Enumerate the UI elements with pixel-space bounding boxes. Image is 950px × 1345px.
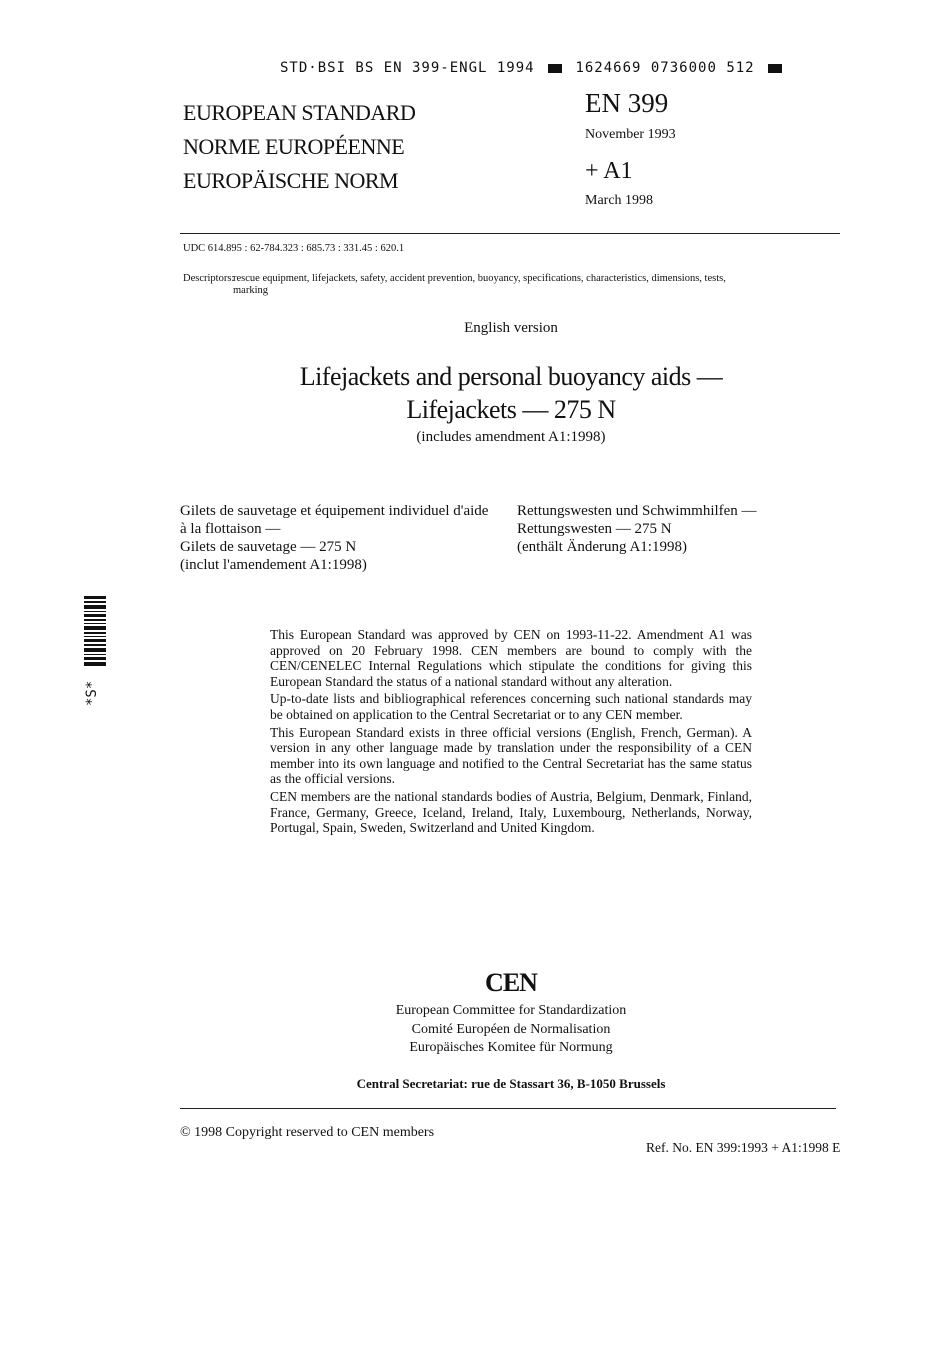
standard-names	[183, 96, 415, 198]
amendment-date: March 1998	[585, 193, 654, 208]
standard-name-de: EUROPÄISCHE NORM	[183, 168, 399, 193]
header-code-part1: STD·BSI BS EN 399-ENGL 1994	[280, 60, 535, 76]
versions-paragraph: This European Standard exists in three official versions (English, French, German). A version in any other language made by translation under the responsibility of a CEN member into its own language and notified to the Central Secretariat has the same status as the official versions.	[270, 724, 752, 787]
block-mark	[768, 64, 782, 73]
french-line4: (inclut l'amendement A1:1998)	[180, 557, 367, 573]
references-paragraph: Up-to-date lists and bibliographical references concerning such national standards may be obtained on application to the Central Secretariat or to any CEN member.	[270, 691, 752, 722]
reference-number: Ref. No. EN 399:1993 + A1:1998 E	[646, 1140, 841, 1155]
title-line1: Lifejackets and personal buoyancy aids —	[299, 362, 723, 391]
french-title	[180, 502, 510, 574]
includes-amendment: (includes amendment A1:1998)	[416, 429, 606, 445]
descriptors-label: Descriptors:	[183, 273, 235, 284]
german-title	[517, 502, 847, 556]
amendment-label: + A1	[585, 158, 633, 184]
divider-top	[180, 233, 840, 234]
approval-text	[270, 627, 752, 838]
title-line2: Lifejackets — 275 N	[406, 395, 616, 424]
cen-name-en: European Committee for Standardization	[395, 1003, 627, 1018]
french-line2: à la flottaison —	[180, 521, 281, 537]
side-label: *S*	[84, 680, 100, 706]
udc-line: UDC 614.895 : 62-784.323 : 685.73 : 331.45 : 620.1	[183, 243, 405, 254]
header-code	[280, 60, 786, 76]
block-mark	[548, 64, 562, 73]
cen-names	[0, 1002, 950, 1058]
standard-date: November 1993	[585, 127, 676, 142]
members-paragraph: CEN members are the national standards bodies of Austria, Belgium, Denmark, Finland, France, Germany, Greece, Iceland, Ireland, Italy, Luxembourg, Netherlands, Norway, Portugal, Spain, Sweden, Switzerland and United Kingdom.	[270, 788, 752, 836]
descriptors-text: rescue equipment, lifejackets, safety, accident prevention, buoyancy, specifications, characteristics, dimensions, tests,	[233, 273, 726, 284]
standard-name-fr: NORME EUROPÉENNE	[183, 134, 405, 159]
descriptors-line2: marking	[233, 285, 268, 296]
descriptors	[183, 273, 838, 297]
german-line3: (enthält Änderung A1:1998)	[517, 539, 687, 555]
german-line2: Rettungswesten — 275 N	[517, 521, 672, 537]
english-version: English version	[464, 320, 558, 336]
cen-name-de: Europäisches Komitee für Normung	[409, 1040, 613, 1055]
divider-bottom	[180, 1108, 836, 1109]
barcode-icon	[84, 596, 106, 666]
cen-logo: CEN	[485, 968, 537, 997]
central-secretariat: Central Secretariat: rue de Stassart 36, B-1050 Brussels	[356, 1076, 666, 1091]
french-line3: Gilets de sauvetage — 275 N	[180, 539, 357, 555]
french-line1: Gilets de sauvetage et équipement individuel d'aide	[180, 503, 489, 519]
descriptors-line1	[183, 273, 838, 285]
cen-name-fr: Comité Européen de Normalisation	[411, 1021, 611, 1037]
header-code-part2: 1624669 0736000 512	[575, 60, 755, 76]
approval-paragraph: This European Standard was approved by CEN on 1993-11-22. Amendment A1 was approved on 20 February 1998. CEN members are bound to comply with the CEN/CENELEC Internal Regulations which stipulate the conditions for giving this European Standard the status of a national standard without any alteration.	[270, 627, 752, 689]
document-title	[0, 360, 950, 426]
standard-name-en: EUROPEAN STANDARD	[183, 100, 416, 125]
german-line1: Rettungswesten und Schwimmhilfen —	[517, 503, 757, 519]
standard-number: EN 399	[585, 88, 669, 118]
copyright: © 1998 Copyright reserved to CEN members	[180, 1125, 435, 1140]
